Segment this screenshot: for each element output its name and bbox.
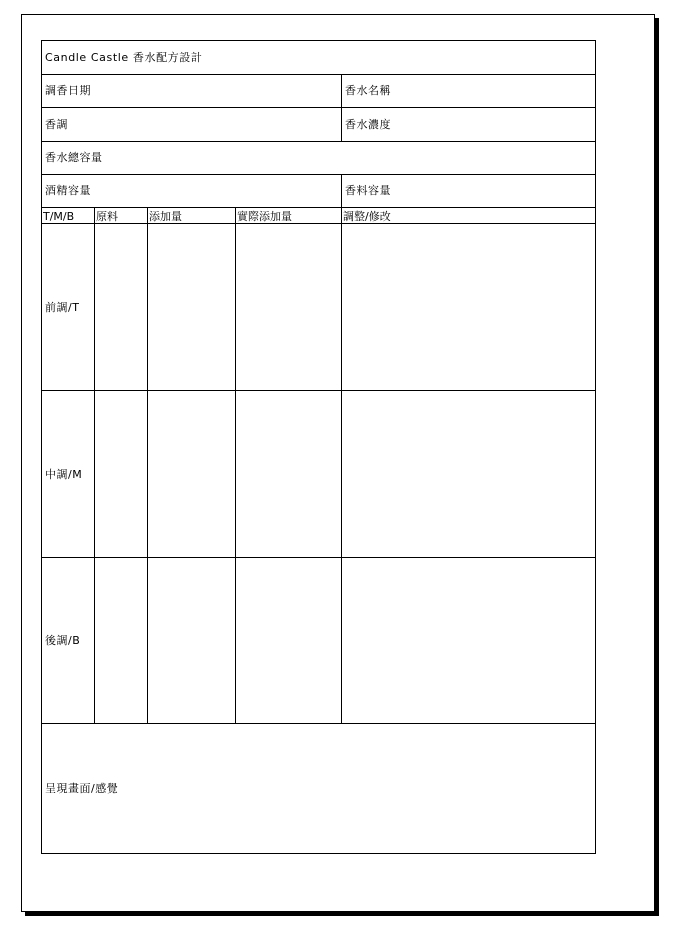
base-note-actual-amount-cell[interactable]: [236, 558, 341, 723]
top-note-adjustments-cell[interactable]: [342, 224, 596, 390]
blend-date-field[interactable]: 調香日期: [45, 84, 91, 97]
perfume-name-field[interactable]: 香水名稱: [345, 84, 391, 97]
note-label-base: 後調/B: [45, 634, 81, 647]
total-volume-field[interactable]: 香水總容量: [45, 151, 103, 164]
perfume-formula-table: [41, 40, 596, 854]
fragrance-family-field[interactable]: 香調: [45, 117, 68, 131]
concentration-field[interactable]: 香水濃度: [345, 117, 391, 131]
fragrance-volume-field[interactable]: 香料容量: [345, 184, 391, 197]
middle-note-amount-cell[interactable]: [148, 391, 235, 557]
column-header-actual-amount: 實際添加量: [237, 210, 292, 223]
top-note-ingredients-cell[interactable]: [95, 224, 147, 390]
base-note-adjustments-cell[interactable]: [342, 558, 596, 723]
middle-note-adjustments-cell[interactable]: [342, 391, 596, 557]
top-note-amount-cell[interactable]: [148, 224, 235, 390]
column-header-amount: 添加量: [149, 210, 182, 223]
note-label-top: 前調/T: [45, 300, 80, 314]
middle-note-actual-amount-cell[interactable]: [236, 391, 341, 557]
form-title: Candle Castle 香水配方設計: [45, 51, 203, 64]
alcohol-volume-field[interactable]: 酒精容量: [45, 184, 91, 197]
base-note-amount-cell[interactable]: [148, 558, 235, 723]
top-note-actual-amount-cell[interactable]: [236, 224, 341, 390]
column-header-ingredients: 原料: [96, 210, 118, 223]
impression-field[interactable]: 呈現畫面/感覺: [45, 782, 119, 795]
middle-note-ingredients-cell[interactable]: [95, 391, 147, 557]
base-note-ingredients-cell[interactable]: [95, 558, 147, 723]
column-header-adjustments: 調整/修改: [343, 210, 391, 223]
note-label-middle: 中調/M: [45, 467, 83, 481]
column-header-tmb: T/M/B: [43, 210, 75, 223]
